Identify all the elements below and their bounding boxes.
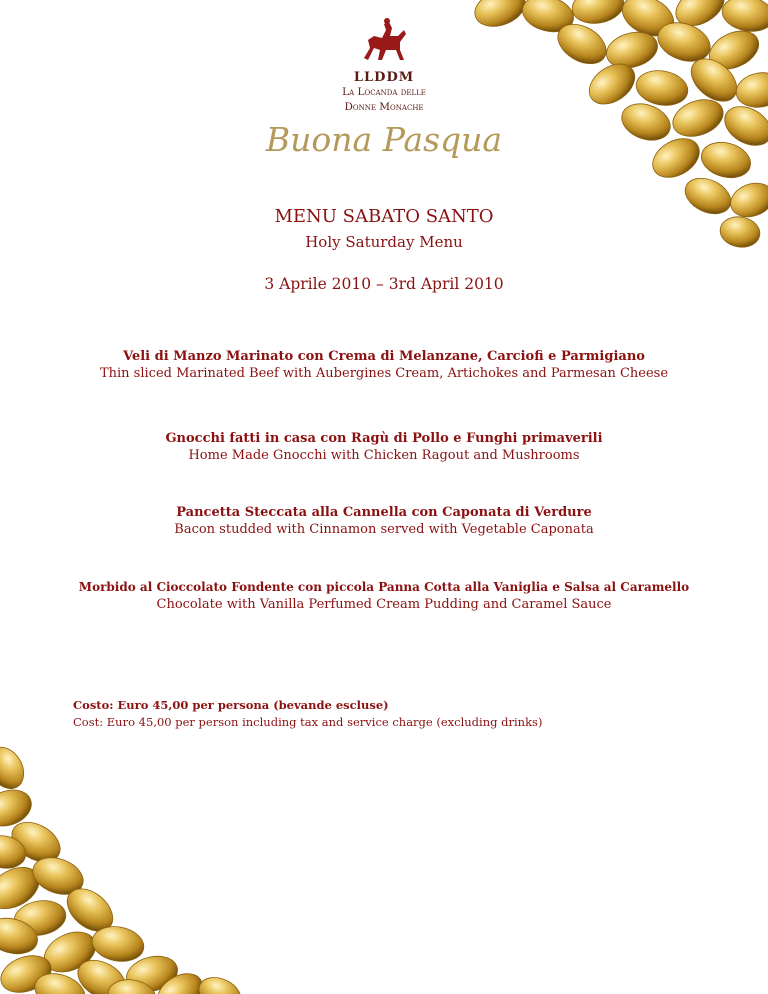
golden-egg: [551, 16, 613, 71]
course-1-english: Thin sliced Marinated Beef with Aubergines Cream, Artichokes and Parmesan Cheese: [99, 366, 669, 381]
golden-egg: [59, 880, 121, 939]
course-4-english: Chocolate with Vanilla Perfumed Cream Pudding and Caramel Sauce: [156, 597, 612, 612]
golden-egg: [569, 0, 626, 27]
course-1-italian: Veli di Manzo Marinato con Crema di Melanzane, Carciofi e Parmigiano: [123, 349, 645, 364]
course-2-italian: Gnocchi fatti in casa con Ragù di Pollo e Funghi primaverili: [165, 431, 603, 446]
golden-egg: [151, 966, 209, 994]
golden-egg: [11, 897, 68, 940]
golden-egg: [30, 967, 90, 994]
golden-egg: [602, 27, 661, 73]
golden-egg: [633, 67, 690, 110]
horse-rider-icon: [356, 18, 412, 68]
golden-egg: [0, 913, 42, 959]
menu-date: 3 Aprile 2010 – 3rd April 2010: [264, 275, 504, 293]
golden-egg: [106, 976, 159, 994]
golden-egg: [683, 50, 745, 109]
course-3-italian: Pancetta Steccata alla Cannella con Caponata di Verdure: [176, 505, 592, 520]
golden-egg: [5, 814, 67, 869]
golden-egg: [719, 0, 768, 35]
golden-egg: [582, 56, 642, 113]
course-4-italian: Morbido al Cioccolato Fondente con piccola Panna Cotta alla Vaniglia e Salsa al Caramello: [78, 580, 690, 594]
golden-egg: [0, 832, 28, 871]
greeting-title: Buona Pasqua: [265, 120, 503, 159]
golden-egg: [703, 24, 764, 77]
golden-egg: [616, 0, 680, 44]
logo-line-1: La Locanda delle: [342, 86, 426, 98]
golden-egg: [733, 69, 768, 111]
menu-subtitle: Holy Saturday Menu: [305, 233, 463, 251]
golden-egg: [518, 0, 577, 37]
menu-title: MENU SABATO SANTO: [274, 206, 494, 227]
golden-egg: [0, 784, 36, 832]
golden-egg: [0, 949, 56, 994]
golden-egg: [652, 16, 715, 68]
price-english: Cost: Euro 45,00 per person including tax and service charge (excluding drinks): [73, 715, 543, 729]
golden-egg: [71, 952, 133, 994]
logo-line-2: Donne Monache: [344, 101, 424, 113]
golden-egg: [28, 851, 88, 901]
golden-egg: [669, 0, 731, 34]
golden-egg: [0, 859, 46, 917]
price-italian: Costo: Euro 45,00 per persona (bevande escluse): [73, 698, 389, 712]
golden-egg: [470, 0, 530, 33]
golden-egg: [89, 923, 146, 966]
golden-egg: [0, 741, 31, 795]
golden-egg: [38, 924, 102, 979]
logo: [330, 18, 438, 115]
golden-egg: [194, 971, 247, 994]
logo-abbreviation: LLDDM: [353, 70, 415, 85]
golden-egg: [122, 951, 181, 994]
course-2-english: Home Made Gnocchi with Chicken Ragout and Mushrooms: [188, 448, 580, 463]
course-3-english: Bacon studded with Cinnamon served with Vegetable Caponata: [174, 522, 594, 537]
